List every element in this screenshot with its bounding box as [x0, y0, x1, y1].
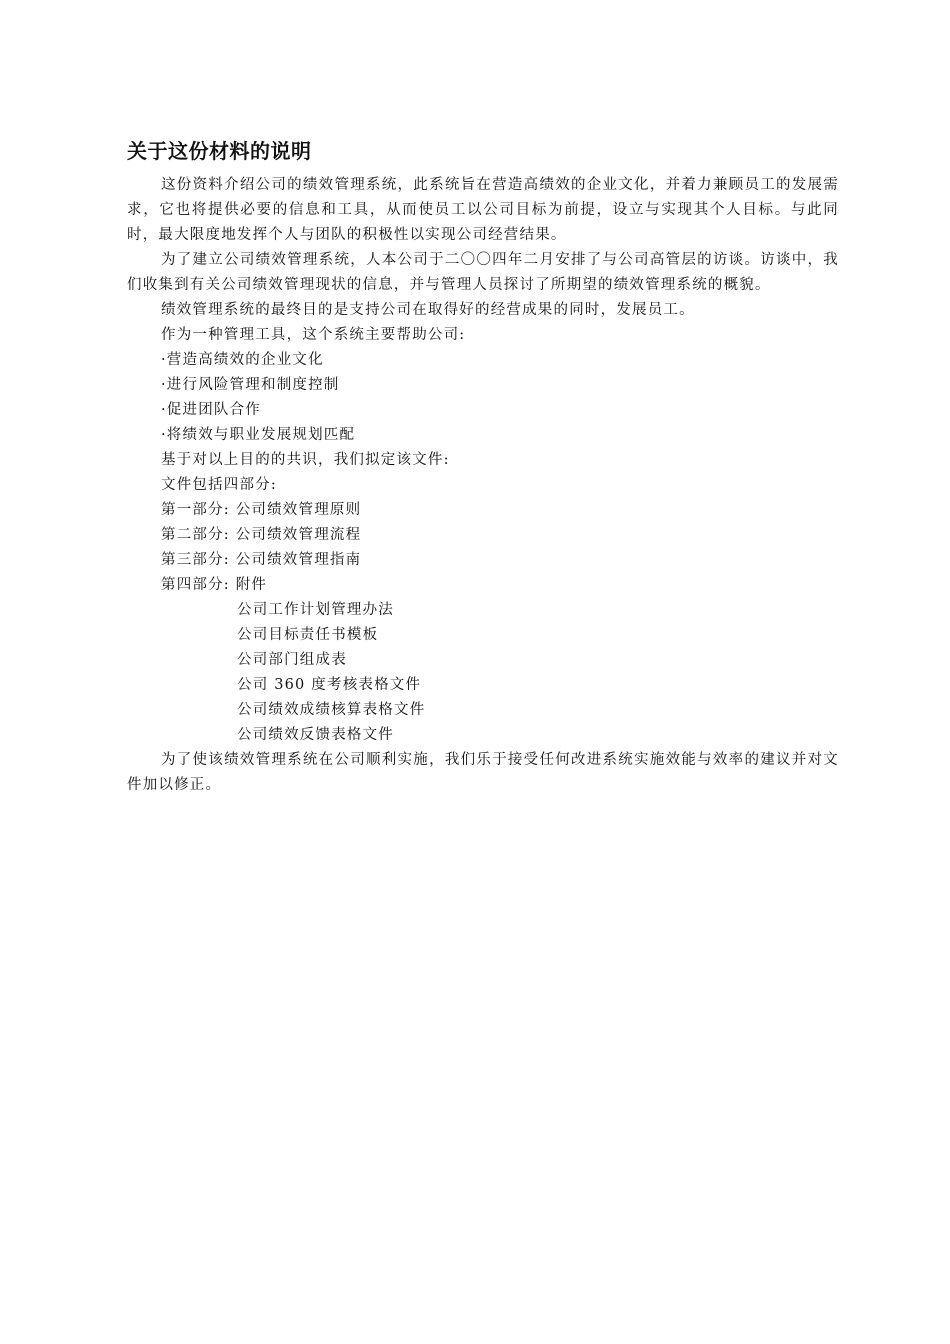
attachment-item: 公司目标责任书模板 — [237, 627, 379, 643]
part-item: 第四部分: 附件 — [161, 577, 268, 593]
bullet-item: ·将绩效与职业发展规划匹配 — [161, 427, 356, 443]
bullet-item: ·促进团队合作 — [161, 402, 262, 418]
attachment-item: 公司工作计划管理办法 — [237, 602, 394, 618]
parts-list — [127, 498, 839, 598]
bullet-item: ·进行风险管理和制度控制 — [161, 377, 340, 393]
attachment-item: 公司绩效反馈表格文件 — [237, 727, 394, 743]
part-item: 第一部分: 公司绩效管理原则 — [161, 502, 362, 518]
document-page — [127, 137, 839, 798]
goal-paragraph: 绩效管理系统的最终目的是支持公司在取得好的经营成果的同时，发展员工。 — [161, 302, 695, 318]
closing-paragraph: 为了使该绩效管理系统在公司顺利实施，我们乐于接受任何改进系统实施效能与效率的建议并对文件加以修正。 — [127, 752, 839, 793]
attachments-list — [127, 598, 839, 748]
intro-paragraph: 这份资料介绍公司的绩效管理系统，此系统旨在营造高绩效的企业文化，并着力兼顾员工的发展需求，它也将提供必要的信息和工具，从而使员工以公司目标为前提，设立与实现其个人目标。与此同时，最大限度地发挥个人与团队的积极性以实现公司经营结果。 — [127, 177, 839, 243]
attachment-item: 公司部门组成表 — [237, 652, 347, 668]
attachment-item: 公司绩效成绩核算表格文件 — [237, 702, 426, 718]
purpose-bullet-list — [127, 348, 839, 448]
part-item: 第三部分: 公司绩效管理指南 — [161, 552, 362, 568]
bullet-item: ·营造高绩效的企业文化 — [161, 352, 324, 368]
document-title: 关于这份材料的说明 — [127, 139, 312, 163]
part-item: 第二部分: 公司绩效管理流程 — [161, 527, 362, 543]
attachment-item: 公司 360 度考核表格文件 — [237, 677, 422, 693]
basis-line: 基于对以上目的的共识，我们拟定该文件: — [161, 452, 450, 468]
parts-intro: 文件包括四部分: — [161, 477, 277, 493]
interview-paragraph: 为了建立公司绩效管理系统，人本公司于二〇〇四年二月安排了与公司高管层的访谈。访谈中，我们收集到有关公司绩效管理现状的信息，并与管理人员探讨了所期望的绩效管理系统的概貌。 — [127, 252, 839, 293]
tool-paragraph: 作为一种管理工具，这个系统主要帮助公司: — [161, 327, 466, 343]
